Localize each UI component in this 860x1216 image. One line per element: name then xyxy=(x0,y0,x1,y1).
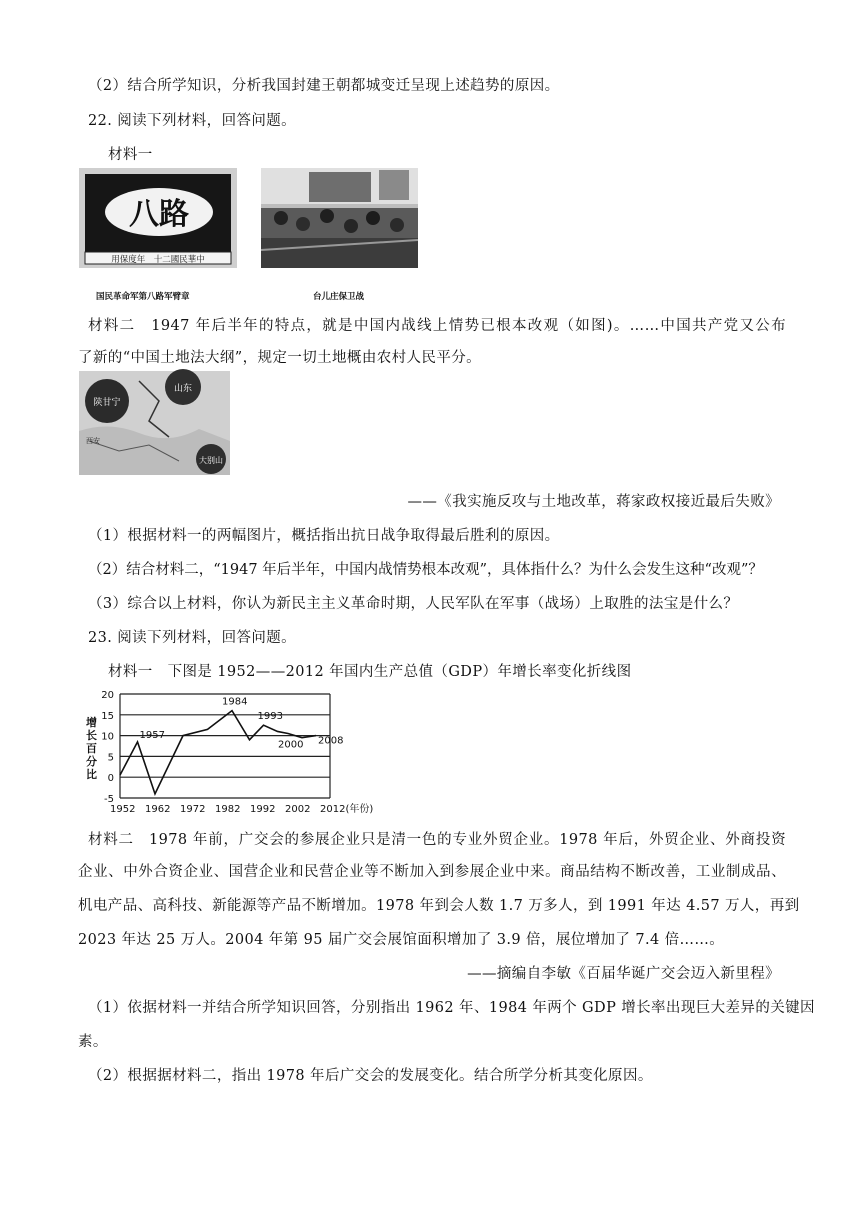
gdp-chart-svg xyxy=(78,686,374,818)
map-label-shaanganning: 陕甘宁 xyxy=(93,398,121,408)
y-tick-label: 20 xyxy=(101,690,114,701)
armband-bottom-text: 用保度年 十二國民華中 xyxy=(111,255,205,265)
y-tick-label: 15 xyxy=(101,710,114,722)
battle-photo-illustration xyxy=(261,168,418,268)
armband-text: 八路 xyxy=(129,197,189,232)
q23-material1: 材料一 下图是 1952——2012 年国内生产总值（GDP）年增长率变化折线图 xyxy=(108,664,632,680)
q22-source: ——《我实施反攻与土地改革，蒋家政权接近最后失败》 xyxy=(407,494,780,510)
q22-question3: （3）综合以上材料，你认为新民主主义革命时期，人民军队在军事（战场）上取胜的法宝是什么？ xyxy=(88,596,739,612)
point-label-1984: 1984 xyxy=(222,696,248,708)
x-tick-label: 1952 xyxy=(110,804,136,815)
x-tick-label: 2012(年份) xyxy=(320,804,374,815)
q21-sub2: （2）结合所学知识，分析我国封建王朝都城变迁呈现上述趋势的原因。 xyxy=(88,78,560,94)
map-label-dabieshan: 大别山 xyxy=(199,456,223,465)
q22-material2-line1: 材料二 1947 年后半年的特点，就是中国内战线上情势已根本改观（如图)。……中国共产党又公布 xyxy=(88,318,786,334)
battle-caption: 台儿庄保卫战 xyxy=(313,292,365,302)
q23-question2: （2）根据据材料二，指出 1978 年后广交会的发展变化。结合所学分析其变化原因。 xyxy=(88,1068,653,1084)
y-tick-label: 5 xyxy=(107,752,114,764)
q22-question2: （2）结合材料二，“1947 年后半年，中国内战情势根本改观”，具体指什么？为什么会发生这种“改观”？ xyxy=(88,562,763,578)
point-label-1957: 1957 xyxy=(139,729,165,741)
map-label-xian: 西安 xyxy=(86,437,100,445)
y-tick-label: 10 xyxy=(101,731,114,743)
q23-question1-line1: （1）依据材料一并结合所学知识回答，分别指出 1962 年、1984 年两个 GDP 增长率出现巨大差异的关键因 xyxy=(88,1000,815,1016)
armband-caption: 国民革命军第八路军臂章 xyxy=(96,292,190,302)
q23-material2-line3: 机电产品、高科技、新能源等产品不断增加。1978 年到会人数 1.7 万多人，到 1991 年达 4.57 万人，再到 xyxy=(78,898,800,914)
q22-material2-line2: 了新的“中国土地法大纲”，规定一切土地概由农村人民平分。 xyxy=(78,350,482,366)
x-tick-label: 1982 xyxy=(215,804,241,815)
q23-question1-line2: 素。 xyxy=(78,1034,108,1050)
q23-source: ——摘编自李敏《百届华诞广交会迈入新里程》 xyxy=(467,966,780,982)
point-label-2008: 2008 xyxy=(318,735,344,747)
x-tick-label: 1972 xyxy=(180,804,206,815)
q23-material2-line2: 企业、中外合资企业、国营企业和民营企业等不断加入到参展企业中来。商品结构不断改善，工业制成品、 xyxy=(78,864,786,880)
map-label-shandong: 山东 xyxy=(173,384,193,394)
q22-material1-label: 材料一 xyxy=(108,147,153,163)
x-tick-label: 2002 xyxy=(285,804,311,815)
x-tick-label: 1962 xyxy=(145,804,171,815)
q23-material2-line1: 材料二 1978 年前，广交会的参展企业只是清一色的专业外贸企业。1978 年后，外贸企业、外商投资 xyxy=(88,832,786,848)
y-axis-label: 增长百分比 xyxy=(86,716,97,781)
y-tick-label: -5 xyxy=(104,794,114,805)
q23-material2-line4: 2023 年达 25 万人。2004 年第 95 届广交会展馆面积增加了 3.9 倍，展位增加了 7.4 倍……。 xyxy=(78,932,725,948)
point-label-1993: 1993 xyxy=(257,711,283,723)
war-map-illustration xyxy=(79,371,230,475)
war-map xyxy=(79,371,230,475)
battle-photo xyxy=(261,168,418,268)
armband-illustration xyxy=(79,168,237,268)
point-label-2000: 2000 xyxy=(278,739,304,751)
gdp-growth-line xyxy=(120,711,316,794)
q22-title: 22. 阅读下列材料，回答问题。 xyxy=(88,113,297,129)
q23-title: 23. 阅读下列材料，回答问题。 xyxy=(88,630,297,646)
y-tick-label: 0 xyxy=(107,773,114,785)
q22-question1: （1）根据材料一的两幅图片，概括指出抗日战争取得最后胜利的原因。 xyxy=(88,528,560,544)
gdp-chart xyxy=(78,686,374,818)
x-tick-label: 1992 xyxy=(250,804,276,815)
armband-image xyxy=(79,168,237,268)
